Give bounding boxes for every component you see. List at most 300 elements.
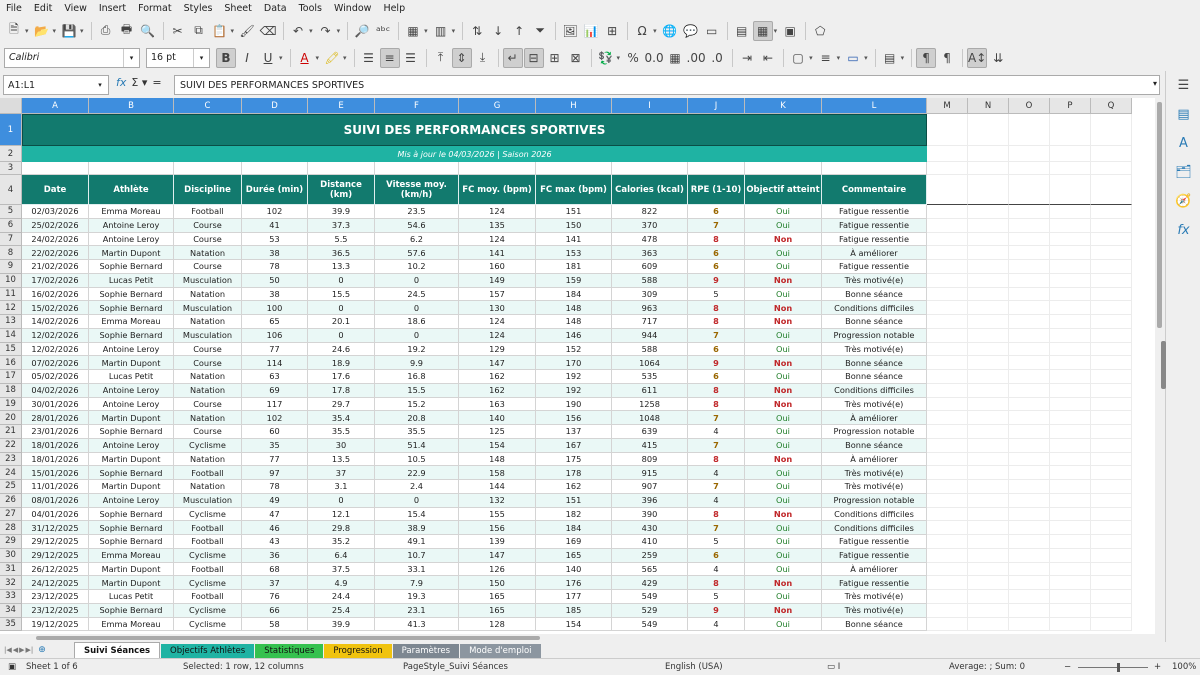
column-title[interactable]: Discipline [174,175,242,205]
align-top-icon[interactable]: ⤒ [437,50,444,64]
cell[interactable] [927,439,968,453]
cell-distance[interactable]: 0 [308,274,375,288]
cell[interactable] [968,549,1009,563]
cell-date[interactable]: 04/02/2026 [22,384,89,398]
navigator-icon[interactable]: 🧭 [1175,194,1192,209]
cell-rpe[interactable]: 8 [688,315,745,329]
cell-discipline[interactable]: Course [174,398,242,412]
cell-duration[interactable]: 102 [242,205,308,219]
cell[interactable] [1091,146,1132,162]
cell-comment[interactable]: Fatigue ressentie [822,205,927,219]
cell-hr-max[interactable]: 167 [536,439,612,453]
cell-objective[interactable]: Oui [745,618,822,632]
cell[interactable] [968,618,1009,632]
cell-date[interactable]: 11/01/2026 [22,480,89,494]
cell-comment[interactable]: Conditions difficiles [822,508,927,522]
cell-rpe[interactable]: 4 [688,466,745,480]
cell-hr-avg[interactable]: 165 [459,590,536,604]
cell-calories[interactable]: 430 [612,521,688,535]
cell[interactable] [1009,205,1050,219]
cell-discipline[interactable]: Football [174,466,242,480]
cell[interactable] [822,162,927,175]
cell[interactable] [1091,384,1132,398]
menu-edit[interactable]: Edit [33,3,53,14]
chevron-down-icon[interactable]: ▾ [80,26,84,35]
cell[interactable] [1050,563,1091,577]
cell[interactable] [927,618,968,632]
cell[interactable] [968,233,1009,247]
cell[interactable] [968,288,1009,302]
cell-duration[interactable]: 100 [242,301,308,315]
cell-rpe[interactable]: 9 [688,604,745,618]
conditional-format-icon[interactable]: ▤ [883,50,896,65]
cell-objective[interactable]: Non [745,398,822,412]
cell-duration[interactable]: 38 [242,288,308,302]
cell-athlete[interactable]: Emma Moreau [89,618,174,632]
cell-date[interactable]: 16/02/2026 [22,288,89,302]
cell[interactable] [308,162,375,175]
cell-speed[interactable]: 24.5 [375,288,459,302]
cell-speed[interactable]: 2.4 [375,480,459,494]
cell-distance[interactable]: 35.4 [308,411,375,425]
cell-speed[interactable]: 38.9 [375,521,459,535]
cell[interactable] [1091,315,1132,329]
wrap-text-icon[interactable]: ↵ [503,48,523,68]
cell-athlete[interactable]: Antoine Leroy [89,233,174,247]
cell-hr-avg[interactable]: 141 [459,246,536,260]
cell-duration[interactable]: 78 [242,260,308,274]
cell-objective[interactable]: Oui [745,288,822,302]
cell-hr-avg[interactable]: 158 [459,466,536,480]
cell[interactable] [1091,618,1132,632]
cell-date[interactable]: 26/12/2025 [22,563,89,577]
cell[interactable] [968,535,1009,549]
cell-speed[interactable]: 23.5 [375,205,459,219]
cell[interactable] [1050,604,1091,618]
insert-image-icon[interactable]: 🖼 [562,23,578,38]
cell-athlete[interactable]: Sophie Bernard [89,508,174,522]
cell-comment[interactable]: Conditions difficiles [822,384,927,398]
cell-discipline[interactable]: Football [174,535,242,549]
cell[interactable] [1091,508,1132,522]
cell-calories[interactable]: 390 [612,508,688,522]
cell[interactable] [927,343,968,357]
cell-calories[interactable]: 363 [612,246,688,260]
cell-calories[interactable]: 565 [612,563,688,577]
cell-duration[interactable]: 106 [242,329,308,343]
cell[interactable] [927,260,968,274]
cell-athlete[interactable]: Sophie Bernard [89,425,174,439]
cell-date[interactable]: 21/02/2026 [22,260,89,274]
cell-discipline[interactable]: Cyclisme [174,439,242,453]
cell-calories[interactable]: 588 [612,274,688,288]
underline-icon[interactable]: U [263,50,273,65]
menu-view[interactable]: View [64,3,87,14]
row-header[interactable]: 18 [0,384,22,398]
row-header[interactable]: 14 [0,329,22,343]
cell-athlete[interactable]: Antoine Leroy [89,219,174,233]
cell-distance[interactable]: 13.3 [308,260,375,274]
cell-date[interactable]: 08/01/2026 [22,494,89,508]
cell-distance[interactable]: 25.4 [308,604,375,618]
cell-date[interactable]: 24/02/2026 [22,233,89,247]
cell-calories[interactable]: 410 [612,535,688,549]
cell[interactable] [1050,329,1091,343]
cell-comment[interactable]: Bonne séance [822,288,927,302]
cell-calories[interactable]: 611 [612,384,688,398]
cell-calories[interactable]: 529 [612,604,688,618]
cell[interactable] [1050,246,1091,260]
cell-speed[interactable]: 41.3 [375,618,459,632]
cell-rpe[interactable]: 4 [688,618,745,632]
row-header[interactable]: 24 [0,466,22,480]
cell[interactable] [1009,219,1050,233]
cell-hr-max[interactable]: 151 [536,205,612,219]
cell[interactable] [968,590,1009,604]
cell-objective[interactable]: Non [745,576,822,590]
increase-indent-icon[interactable]: ⇥ [742,50,753,65]
date-format-icon[interactable]: ▦ [669,50,681,65]
column-header-i[interactable]: I [612,98,688,114]
horizontal-scrollbar[interactable] [0,634,1165,642]
cell-distance[interactable]: 39.9 [308,205,375,219]
cell-distance[interactable]: 35.2 [308,535,375,549]
cell-date[interactable]: 07/02/2026 [22,356,89,370]
cell[interactable] [1050,219,1091,233]
cell-discipline[interactable]: Musculation [174,329,242,343]
cell[interactable] [1009,246,1050,260]
cell-date[interactable]: 12/02/2026 [22,343,89,357]
row-header[interactable]: 25 [0,480,22,494]
cell-objective[interactable]: Oui [745,494,822,508]
cell-rpe[interactable]: 8 [688,576,745,590]
cell-hr-max[interactable]: 184 [536,288,612,302]
cell-hr-max[interactable]: 146 [536,329,612,343]
cell[interactable] [1091,246,1132,260]
cell[interactable] [1009,466,1050,480]
cell-comment[interactable]: Progression notable [822,329,927,343]
cell-duration[interactable]: 97 [242,466,308,480]
formula-input[interactable] [174,75,1160,95]
cell-comment[interactable]: Conditions difficiles [822,301,927,315]
cell-discipline[interactable]: Course [174,260,242,274]
freeze-rows-columns-icon[interactable]: ▦ [753,21,773,41]
cell-calories[interactable]: 259 [612,549,688,563]
cell[interactable] [927,246,968,260]
cell[interactable] [1050,590,1091,604]
cell-date[interactable]: 15/02/2026 [22,301,89,315]
cell[interactable] [968,356,1009,370]
cell-discipline[interactable]: Natation [174,246,242,260]
cell[interactable] [1050,146,1091,162]
column-title[interactable]: RPE (1-10) [688,175,745,205]
cell-calories[interactable]: 1064 [612,356,688,370]
cell[interactable] [688,162,745,175]
merge-cells-icon[interactable]: ⊞ [549,50,560,65]
cell-date[interactable]: 23/01/2026 [22,425,89,439]
cell[interactable] [1009,315,1050,329]
cell-hr-max[interactable]: 181 [536,260,612,274]
cell-comment[interactable]: Fatigue ressentie [822,535,927,549]
cell[interactable] [1050,288,1091,302]
cell-duration[interactable]: 53 [242,233,308,247]
paste-icon[interactable]: 📋 [212,23,228,38]
cell-hr-max[interactable]: 148 [536,301,612,315]
cell[interactable] [927,288,968,302]
cell-duration[interactable]: 63 [242,370,308,384]
cell-date[interactable]: 30/01/2026 [22,398,89,412]
cell-hr-avg[interactable]: 132 [459,494,536,508]
cell-date[interactable]: 23/12/2025 [22,590,89,604]
cell-speed[interactable]: 18.6 [375,315,459,329]
cell[interactable] [968,563,1009,577]
cell-hr-max[interactable]: 153 [536,246,612,260]
column-header-q[interactable]: Q [1091,98,1132,114]
row-header[interactable]: 20 [0,411,22,425]
cell-duration[interactable]: 66 [242,604,308,618]
cell[interactable] [1091,233,1132,247]
cell-rpe[interactable]: 6 [688,205,745,219]
cell-athlete[interactable]: Martin Dupont [89,453,174,467]
cell-duration[interactable]: 41 [242,219,308,233]
cell[interactable] [1050,301,1091,315]
cell-date[interactable]: 25/02/2026 [22,219,89,233]
selection-mode-icon[interactable]: ▭ I [827,662,841,672]
cell[interactable] [1091,480,1132,494]
cell[interactable] [1009,508,1050,522]
cell-athlete[interactable]: Martin Dupont [89,246,174,260]
menu-data[interactable]: Data [263,3,287,14]
cell-hr-avg[interactable]: 124 [459,329,536,343]
chevron-down-icon[interactable]: ▾ [315,53,320,62]
cell-distance[interactable]: 4.9 [308,576,375,590]
zoom-out-icon[interactable]: − [1064,662,1072,672]
cell[interactable] [968,508,1009,522]
cell[interactable] [968,466,1009,480]
column-title[interactable]: FC max (bpm) [536,175,612,205]
clone-formatting-icon[interactable]: 🖌 [239,23,255,38]
cell[interactable] [1050,618,1091,632]
cell-comment[interactable]: À améliorer [822,453,927,467]
cell[interactable] [968,219,1009,233]
cell[interactable] [1009,576,1050,590]
sheet-tab[interactable]: Progression [324,644,391,658]
cell-duration[interactable]: 35 [242,439,308,453]
print-icon[interactable]: 🖶 [120,22,133,36]
cell-rpe[interactable]: 9 [688,274,745,288]
column-title[interactable]: Calories (kcal) [612,175,688,205]
column-header-h[interactable]: H [536,98,612,114]
zoom-slider[interactable] [1078,667,1148,668]
cell[interactable] [1091,535,1132,549]
highlight-color-icon[interactable]: 🖍 [324,50,340,65]
cell-comment[interactable]: À améliorer [822,411,927,425]
cell-date[interactable]: 02/03/2026 [22,205,89,219]
cell-duration[interactable]: 47 [242,508,308,522]
cell[interactable] [1050,356,1091,370]
text-vertical-icon[interactable]: ⇊ [993,50,1004,65]
column-title[interactable]: Durée (min) [242,175,308,205]
cell-comment[interactable]: Très motivé(e) [822,274,927,288]
cell[interactable] [968,301,1009,315]
row-header[interactable]: 5 [0,205,22,219]
cell-speed[interactable]: 49.1 [375,535,459,549]
cell-calories[interactable]: 415 [612,439,688,453]
cell[interactable] [1091,590,1132,604]
cell-hr-max[interactable]: 177 [536,590,612,604]
cell-discipline[interactable]: Cyclisme [174,549,242,563]
cell-athlete[interactable]: Lucas Petit [89,274,174,288]
cell-date[interactable]: 23/12/2025 [22,604,89,618]
cell-hr-avg[interactable]: 147 [459,356,536,370]
autofilter-icon[interactable]: ⏷ [535,23,545,37]
cell-objective[interactable]: Oui [745,439,822,453]
cell-distance[interactable]: 18.9 [308,356,375,370]
cell-hr-max[interactable]: 148 [536,315,612,329]
cell-discipline[interactable]: Course [174,425,242,439]
menu-format[interactable]: Format [138,3,172,14]
cell[interactable] [1091,219,1132,233]
sheet-tab[interactable]: Paramètres [393,644,459,658]
cell-hr-avg[interactable]: 160 [459,260,536,274]
cell[interactable] [1009,411,1050,425]
cell[interactable] [927,370,968,384]
cell-hr-avg[interactable]: 163 [459,398,536,412]
cell[interactable] [1050,343,1091,357]
cell-date[interactable]: 15/01/2026 [22,466,89,480]
row-header[interactable]: 13 [0,315,22,329]
cell[interactable] [1091,453,1132,467]
cell-calories[interactable]: 639 [612,425,688,439]
cell-distance[interactable]: 12.1 [308,508,375,522]
column-header-g[interactable]: G [459,98,536,114]
column-title[interactable]: FC moy. (bpm) [459,175,536,205]
cell-date[interactable]: 28/01/2026 [22,411,89,425]
cell-duration[interactable]: 49 [242,494,308,508]
cell-hr-max[interactable]: 137 [536,425,612,439]
cell[interactable] [927,563,968,577]
cut-icon[interactable]: ✂ [172,23,183,38]
zoom-in-icon[interactable]: + [1154,662,1162,672]
cell-hr-max[interactable]: 175 [536,453,612,467]
cell[interactable] [927,356,968,370]
expand-formula-icon[interactable]: ▾ [1152,79,1157,88]
cell-discipline[interactable]: Course [174,356,242,370]
cell[interactable] [1050,260,1091,274]
cell-objective[interactable]: Oui [745,590,822,604]
cell[interactable] [968,439,1009,453]
cell-area[interactable] [22,114,1132,631]
cell-discipline[interactable]: Natation [174,288,242,302]
percent-format-icon[interactable]: % [627,50,639,65]
cell-calories[interactable]: 717 [612,315,688,329]
cell[interactable] [1009,370,1050,384]
cell-calories[interactable]: 549 [612,618,688,632]
cell[interactable] [1050,175,1091,205]
column-title[interactable]: Distance (km) [308,175,375,205]
special-character-icon[interactable]: Ω [637,23,647,38]
cell-discipline[interactable]: Course [174,219,242,233]
cell[interactable] [1091,114,1132,146]
cell[interactable] [927,494,968,508]
cell-objective[interactable]: Non [745,301,822,315]
cell[interactable] [927,219,968,233]
align-right-icon[interactable]: ☰ [405,50,416,65]
cell-hr-max[interactable]: 154 [536,618,612,632]
cell[interactable] [1050,315,1091,329]
cell-calories[interactable]: 1258 [612,398,688,412]
sheet-title-cell[interactable]: SUIVI DES PERFORMANCES SPORTIVES [22,114,927,146]
cell[interactable] [1009,521,1050,535]
cell-objective[interactable]: Non [745,356,822,370]
column-header-b[interactable]: B [89,98,174,114]
cell-comment[interactable]: Fatigue ressentie [822,233,927,247]
cell-hr-avg[interactable]: 162 [459,370,536,384]
cell[interactable] [1009,425,1050,439]
add-sheet-icon[interactable]: ⊕ [38,645,46,655]
last-sheet-icon[interactable]: ▶| [25,646,34,654]
cell-rpe[interactable]: 4 [688,494,745,508]
cell-hr-avg[interactable]: 154 [459,439,536,453]
cell-objective[interactable]: Non [745,508,822,522]
cell-date[interactable]: 18/01/2026 [22,439,89,453]
cell[interactable] [1091,301,1132,315]
column-header-j[interactable]: J [688,98,745,114]
font-color-icon[interactable]: A [300,50,309,65]
cell[interactable] [927,508,968,522]
cell-objective[interactable]: Oui [745,219,822,233]
cell-comment[interactable]: Très motivé(e) [822,590,927,604]
cell-distance[interactable]: 24.4 [308,590,375,604]
cell-speed[interactable]: 57.6 [375,246,459,260]
cell[interactable] [1091,411,1132,425]
cell[interactable] [1050,494,1091,508]
cell-objective[interactable]: Non [745,315,822,329]
cell[interactable] [927,114,968,146]
cell-distance[interactable]: 20.1 [308,315,375,329]
row-header[interactable]: 32 [0,576,22,590]
cell[interactable] [927,233,968,247]
cell-rpe[interactable]: 7 [688,219,745,233]
cell-objective[interactable]: Oui [745,246,822,260]
cell[interactable] [1009,453,1050,467]
chevron-down-icon[interactable]: ▾ [230,26,235,35]
cell-comment[interactable]: À améliorer [822,563,927,577]
cell[interactable] [927,576,968,590]
sidebar-resize-handle[interactable] [1161,341,1166,389]
select-all-corner[interactable] [0,98,22,114]
cell-discipline[interactable]: Football [174,590,242,604]
cell-hr-avg[interactable]: 126 [459,563,536,577]
cell-discipline[interactable]: Natation [174,370,242,384]
cell-calories[interactable]: 478 [612,233,688,247]
cell[interactable] [927,549,968,563]
cell[interactable] [927,205,968,219]
chevron-down-icon[interactable]: ▾ [900,53,905,62]
chevron-down-icon[interactable]: ▾ [279,53,283,62]
cell-athlete[interactable]: Antoine Leroy [89,439,174,453]
cell[interactable] [927,315,968,329]
cell[interactable] [968,329,1009,343]
cell-distance[interactable]: 37.3 [308,219,375,233]
cell-calories[interactable]: 963 [612,301,688,315]
cell-speed[interactable]: 20.8 [375,411,459,425]
cell-date[interactable]: 19/12/2025 [22,618,89,632]
cell[interactable] [1009,604,1050,618]
cell[interactable] [927,535,968,549]
row-header[interactable]: 11 [0,288,22,302]
cell-comment[interactable]: Bonne séance [822,618,927,632]
